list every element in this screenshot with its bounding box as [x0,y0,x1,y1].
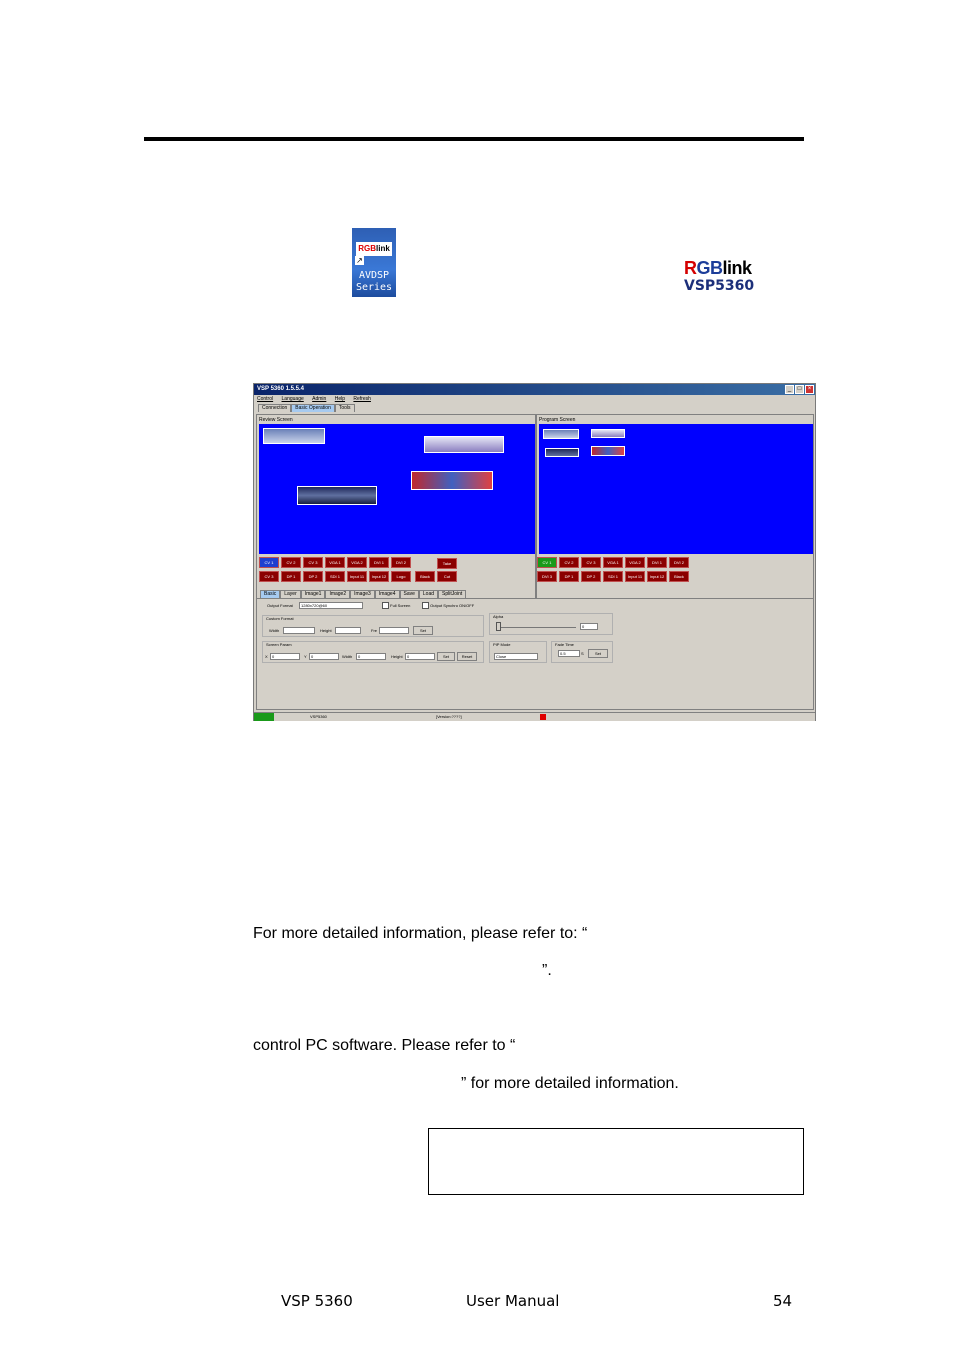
program-screen-label: Program Screen [539,417,576,423]
review-canvas[interactable] [259,424,535,554]
output-synchro-checkbox[interactable] [422,602,429,609]
menu-control[interactable]: Control [257,396,274,402]
minimize-icon[interactable]: _ [785,385,794,394]
review-source-button[interactable]: VGA 1 [325,557,345,568]
para2-line2: ” for more detailed information. [461,1075,679,1092]
x-label: X [265,654,268,659]
width-label: Width [342,654,353,659]
custom-format-label: Custom Format [266,616,294,621]
brand-model: VSP5360 [684,278,755,294]
tab-basic-operation[interactable]: Basic Operation [291,404,335,412]
custom-fre-input[interactable] [379,627,409,634]
program-source-button[interactable]: CV 2 [559,557,579,568]
review-source-button[interactable]: DVI 1 [369,557,389,568]
settings-tabs [260,590,466,598]
pip-mode-label: PIP Mode [493,642,511,647]
footer-doc-title: User Manual [466,1292,560,1310]
app-menubar [254,395,815,403]
layer-thumb[interactable] [591,429,625,438]
para1-line1: For more detailed information, please refer to: “ [253,925,588,942]
menu-language[interactable]: Language [281,396,304,402]
cut-button[interactable]: Cut [437,571,457,582]
logo-button[interactable]: Logo [391,571,411,582]
review-source-button[interactable]: CV 2 [281,557,301,568]
program-source-button[interactable]: CV 3 [581,557,601,568]
review-source-button[interactable]: Input 12 [369,571,389,582]
program-source-button[interactable]: DP 2 [581,571,601,582]
param-set-button[interactable]: Set [437,652,455,661]
status-version: [Version:????] [436,714,462,719]
program-source-button[interactable]: DVI 3 [537,571,557,582]
program-source-button[interactable]: SDI 1 [603,571,623,582]
output-format-select[interactable]: 1280x720@60 [299,602,363,609]
output-format-label: Output Format [267,603,293,608]
tab-image2[interactable]: Image2 [325,590,350,598]
menu-refresh[interactable]: Refresh [353,396,371,402]
take-button[interactable]: Take [437,558,457,569]
review-source-button[interactable]: CV 3 [259,571,279,582]
custom-format-group [262,615,484,637]
alpha-slider-thumb[interactable] [496,622,501,631]
layer-thumb[interactable] [263,428,325,444]
alpha-label: Alpha [493,614,504,619]
review-source-button[interactable]: DP 1 [281,571,301,582]
footer-page-number: 54 [773,1292,793,1310]
review-source-button[interactable]: SDI 1 [325,571,345,582]
layer-thumb[interactable] [297,486,377,505]
review-source-button[interactable]: VGA 2 [347,557,367,568]
close-icon[interactable]: × [805,385,814,394]
review-source-button[interactable]: DP 2 [303,571,323,582]
reset-button[interactable]: Reset [457,652,477,661]
screen-param-label: Screen Param [266,642,292,647]
tab-load[interactable]: Load [419,590,438,598]
basic-settings-panel [256,598,814,710]
tab-image1[interactable]: Image1 [301,590,326,598]
program-source-button[interactable]: DP 1 [559,571,579,582]
layer-thumb[interactable] [591,446,625,456]
para1-line2: ”. [542,962,552,979]
x-input[interactable]: 0 [270,653,300,660]
fre-label: Fre [371,628,377,633]
program-source-button[interactable]: Input 11 [625,571,645,582]
fade-time-input[interactable]: 0.5 [558,650,580,657]
black-button[interactable]: Black [669,571,689,582]
shortcut-arrow-icon: ↗ [356,256,363,265]
fade-unit: S [581,651,584,656]
output-synchro-checkbox-label: Output Synchro ON/OFF [422,602,474,609]
menu-help[interactable]: Help [334,396,346,402]
review-screen-label: Review Screen [259,417,293,423]
icon-caption-line1: AVDSP [358,270,390,281]
layer-thumb[interactable] [543,429,579,439]
full-screen-checkbox[interactable] [382,602,389,609]
tab-connection[interactable]: Connection [258,404,291,412]
vsp-app-window [253,383,816,721]
program-source-button[interactable]: VGA 2 [625,557,645,568]
note-box [428,1128,804,1195]
custom-height-input[interactable] [335,627,361,634]
app-titlebar [254,384,815,395]
avdsp-shortcut-icon[interactable] [352,228,396,297]
param-height-input[interactable]: 0 [405,653,435,660]
fade-set-button[interactable]: Set [588,649,608,658]
fade-time-group [551,641,613,663]
app-title: VSP 5360 1.5.5.4 [257,386,304,392]
maximize-icon[interactable]: □ [795,385,804,394]
program-canvas[interactable] [539,424,813,554]
menu-admin[interactable]: Admin [312,396,327,402]
footer-product: VSP 5360 [281,1292,353,1310]
layer-thumb[interactable] [545,448,579,457]
rgblink-brand-logo: RGBlink [684,258,752,278]
tab-splitjoint[interactable]: SplitJoint [438,590,466,598]
layer-thumb[interactable] [424,436,504,453]
review-source-button[interactable]: DVI 2 [391,557,411,568]
param-width-input[interactable]: 0 [356,653,386,660]
screen-param-group [262,641,484,663]
height-label: Height [391,654,403,659]
width-label: Width [269,628,280,633]
layer-thumb[interactable] [411,471,493,490]
alpha-group [489,613,613,635]
tab-basic[interactable]: Basic [260,590,280,598]
fade-time-label: Fade Time [555,642,574,647]
y-label: Y [304,654,307,659]
y-input[interactable]: 0 [309,653,339,660]
program-source-button[interactable]: DVI 1 [647,557,667,568]
review-source-button[interactable]: CV 3 [303,557,323,568]
alpha-slider[interactable] [496,627,576,628]
full-screen-checkbox-label: Full Screen [382,602,410,609]
status-indicator-icon [540,714,546,720]
connection-indicator [254,713,274,721]
header-rule [144,137,804,141]
program-source-button[interactable]: VGA 1 [603,557,623,568]
para2-line1: control PC software. Please refer to “ [253,1037,516,1054]
app-statusbar [254,712,815,721]
tab-save[interactable]: Save [400,590,419,598]
program-source-button[interactable]: DVI 2 [669,557,689,568]
height-label: Height [320,628,332,633]
top-tabs [258,404,355,412]
pip-mode-select[interactable]: Close [494,653,538,660]
tab-image3[interactable]: Image3 [350,590,375,598]
custom-width-input[interactable] [283,627,315,634]
pip-mode-group [489,641,547,663]
rgblink-logo-icon: RGBlink [356,242,392,256]
program-screen-panel [536,414,814,599]
program-source-button[interactable]: CV 1 [537,557,557,568]
review-screen-panel [256,414,536,599]
program-source-button[interactable]: Input 12 [647,571,667,582]
alpha-input[interactable]: 0 [580,623,598,630]
tab-tools[interactable]: Tools [335,404,355,412]
custom-set-button[interactable]: Set [413,626,433,635]
review-source-button[interactable]: Input 11 [347,571,367,582]
black-button[interactable]: Black [415,571,435,582]
icon-caption-line2: Series [355,282,393,293]
status-model: VSP5360 [310,714,327,719]
tab-image4[interactable]: Image4 [375,590,400,598]
tab-layer[interactable]: Layer [280,590,301,598]
review-source-button[interactable]: CV 1 [259,557,279,568]
